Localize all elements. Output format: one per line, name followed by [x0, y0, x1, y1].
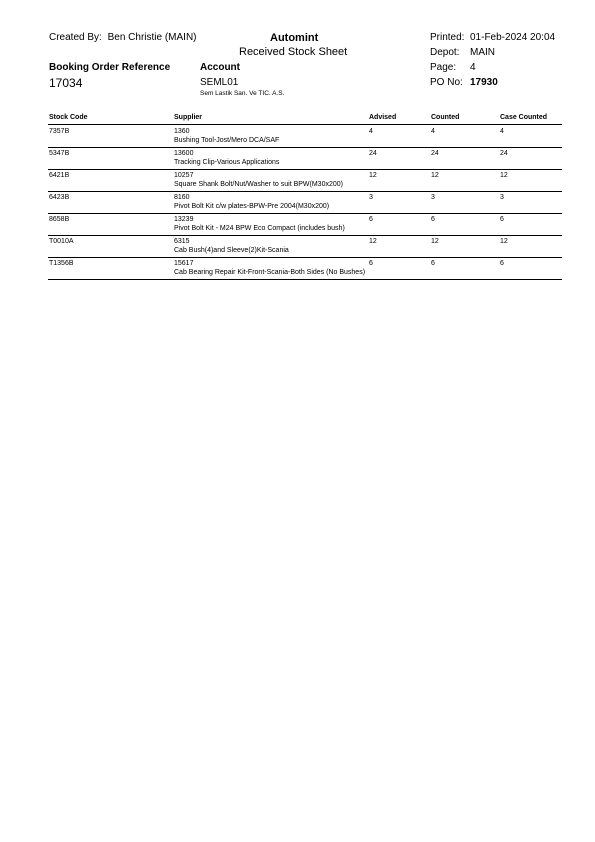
counted-qty: 12: [431, 172, 439, 179]
booking-ref-value: 17034: [49, 76, 83, 90]
stock-code: 6421B: [49, 172, 70, 179]
item-description: Bushing Tool-Jost/Mero DCA/SAF: [174, 137, 280, 144]
col-header-stock-code: Stock Code: [49, 114, 88, 121]
case-counted-qty: 12: [500, 172, 508, 179]
counted-qty: 6: [431, 260, 435, 267]
item-description: Tracking Clip-Various Applications: [174, 159, 280, 166]
printed-value: 01-Feb-2024 20:04: [470, 32, 556, 43]
po-label: PO No:: [430, 77, 463, 88]
col-header-case-counted: Case Counted: [500, 114, 548, 121]
case-counted-qty: 24: [500, 150, 508, 157]
stock-code: 6423B: [49, 194, 70, 201]
row-divider: [48, 147, 562, 148]
counted-qty: 12: [431, 238, 439, 245]
row-divider: [48, 191, 562, 192]
item-description: Cab Bush(4)and Sleeve(2)Kit-Scania: [174, 247, 289, 254]
row-divider: [48, 213, 562, 214]
page-value: 4: [470, 62, 476, 73]
advised-qty: 3: [369, 194, 373, 201]
supplier-code: 13239: [174, 216, 194, 223]
case-counted-qty: 4: [500, 128, 504, 135]
advised-qty: 6: [369, 216, 373, 223]
item-description: Cab Bearing Repair Kit-Front-Scania-Both Sides (No Bushes): [174, 269, 366, 276]
counted-qty: 4: [431, 128, 435, 135]
supplier-code: 13600: [174, 150, 194, 157]
row-divider: [48, 279, 562, 280]
counted-qty: 24: [431, 150, 439, 157]
supplier-code: 10257: [174, 172, 194, 179]
col-header-advised: Advised: [369, 114, 397, 121]
account-name: Sem Lastik San. Ve TIC. A.S.: [200, 90, 285, 97]
advised-qty: 24: [369, 150, 377, 157]
supplier-code: 8160: [174, 194, 190, 201]
booking-ref-label: Booking Order Reference: [49, 62, 171, 73]
account-code: SEML01: [200, 77, 239, 88]
supplier-code: 6315: [174, 238, 190, 245]
case-counted-qty: 6: [500, 260, 504, 267]
account-label: Account: [200, 62, 240, 73]
supplier-code: 1360: [174, 128, 190, 135]
advised-qty: 4: [369, 128, 373, 135]
item-description: Square Shank Bolt/Nut/Washer to suit BPW(M30x200): [174, 181, 343, 188]
item-description: Pivot Bolt Kit - M24 BPW Eco Compact (includes bush): [174, 225, 345, 232]
stock-code: T0010A: [49, 238, 74, 245]
sheet-title: Received Stock Sheet: [239, 46, 348, 58]
row-divider: [48, 169, 562, 170]
advised-qty: 12: [369, 238, 377, 245]
counted-qty: 3: [431, 194, 435, 201]
created-by-label: Created By:: [49, 32, 102, 43]
row-divider: [48, 257, 562, 258]
depot-label: Depot:: [430, 47, 460, 58]
case-counted-qty: 3: [500, 194, 504, 201]
depot-value: MAIN: [470, 47, 495, 58]
advised-qty: 6: [369, 260, 373, 267]
header-divider: [48, 124, 562, 125]
company-name: Automint: [270, 32, 319, 44]
created-by-value: Ben Christie (MAIN): [107, 32, 197, 43]
col-header-supplier: Supplier: [174, 114, 203, 121]
item-description: Pivot Bolt Kit c/w plates-BPW-Pre 2004(M30x200): [174, 203, 330, 210]
case-counted-qty: 12: [500, 238, 508, 245]
counted-qty: 6: [431, 216, 435, 223]
supplier-code: 15617: [174, 260, 194, 267]
created-by: [49, 32, 197, 43]
stock-code: T1356B: [49, 260, 74, 267]
row-divider: [48, 235, 562, 236]
col-header-counted: Counted: [431, 114, 460, 121]
stock-code: 7357B: [49, 128, 70, 135]
advised-qty: 12: [369, 172, 377, 179]
po-value: 17930: [470, 77, 498, 88]
case-counted-qty: 6: [500, 216, 504, 223]
printed-label: Printed:: [430, 32, 465, 43]
stock-code: 5347B: [49, 150, 70, 157]
page-label: Page:: [430, 62, 457, 73]
stock-code: 8658B: [49, 216, 70, 223]
